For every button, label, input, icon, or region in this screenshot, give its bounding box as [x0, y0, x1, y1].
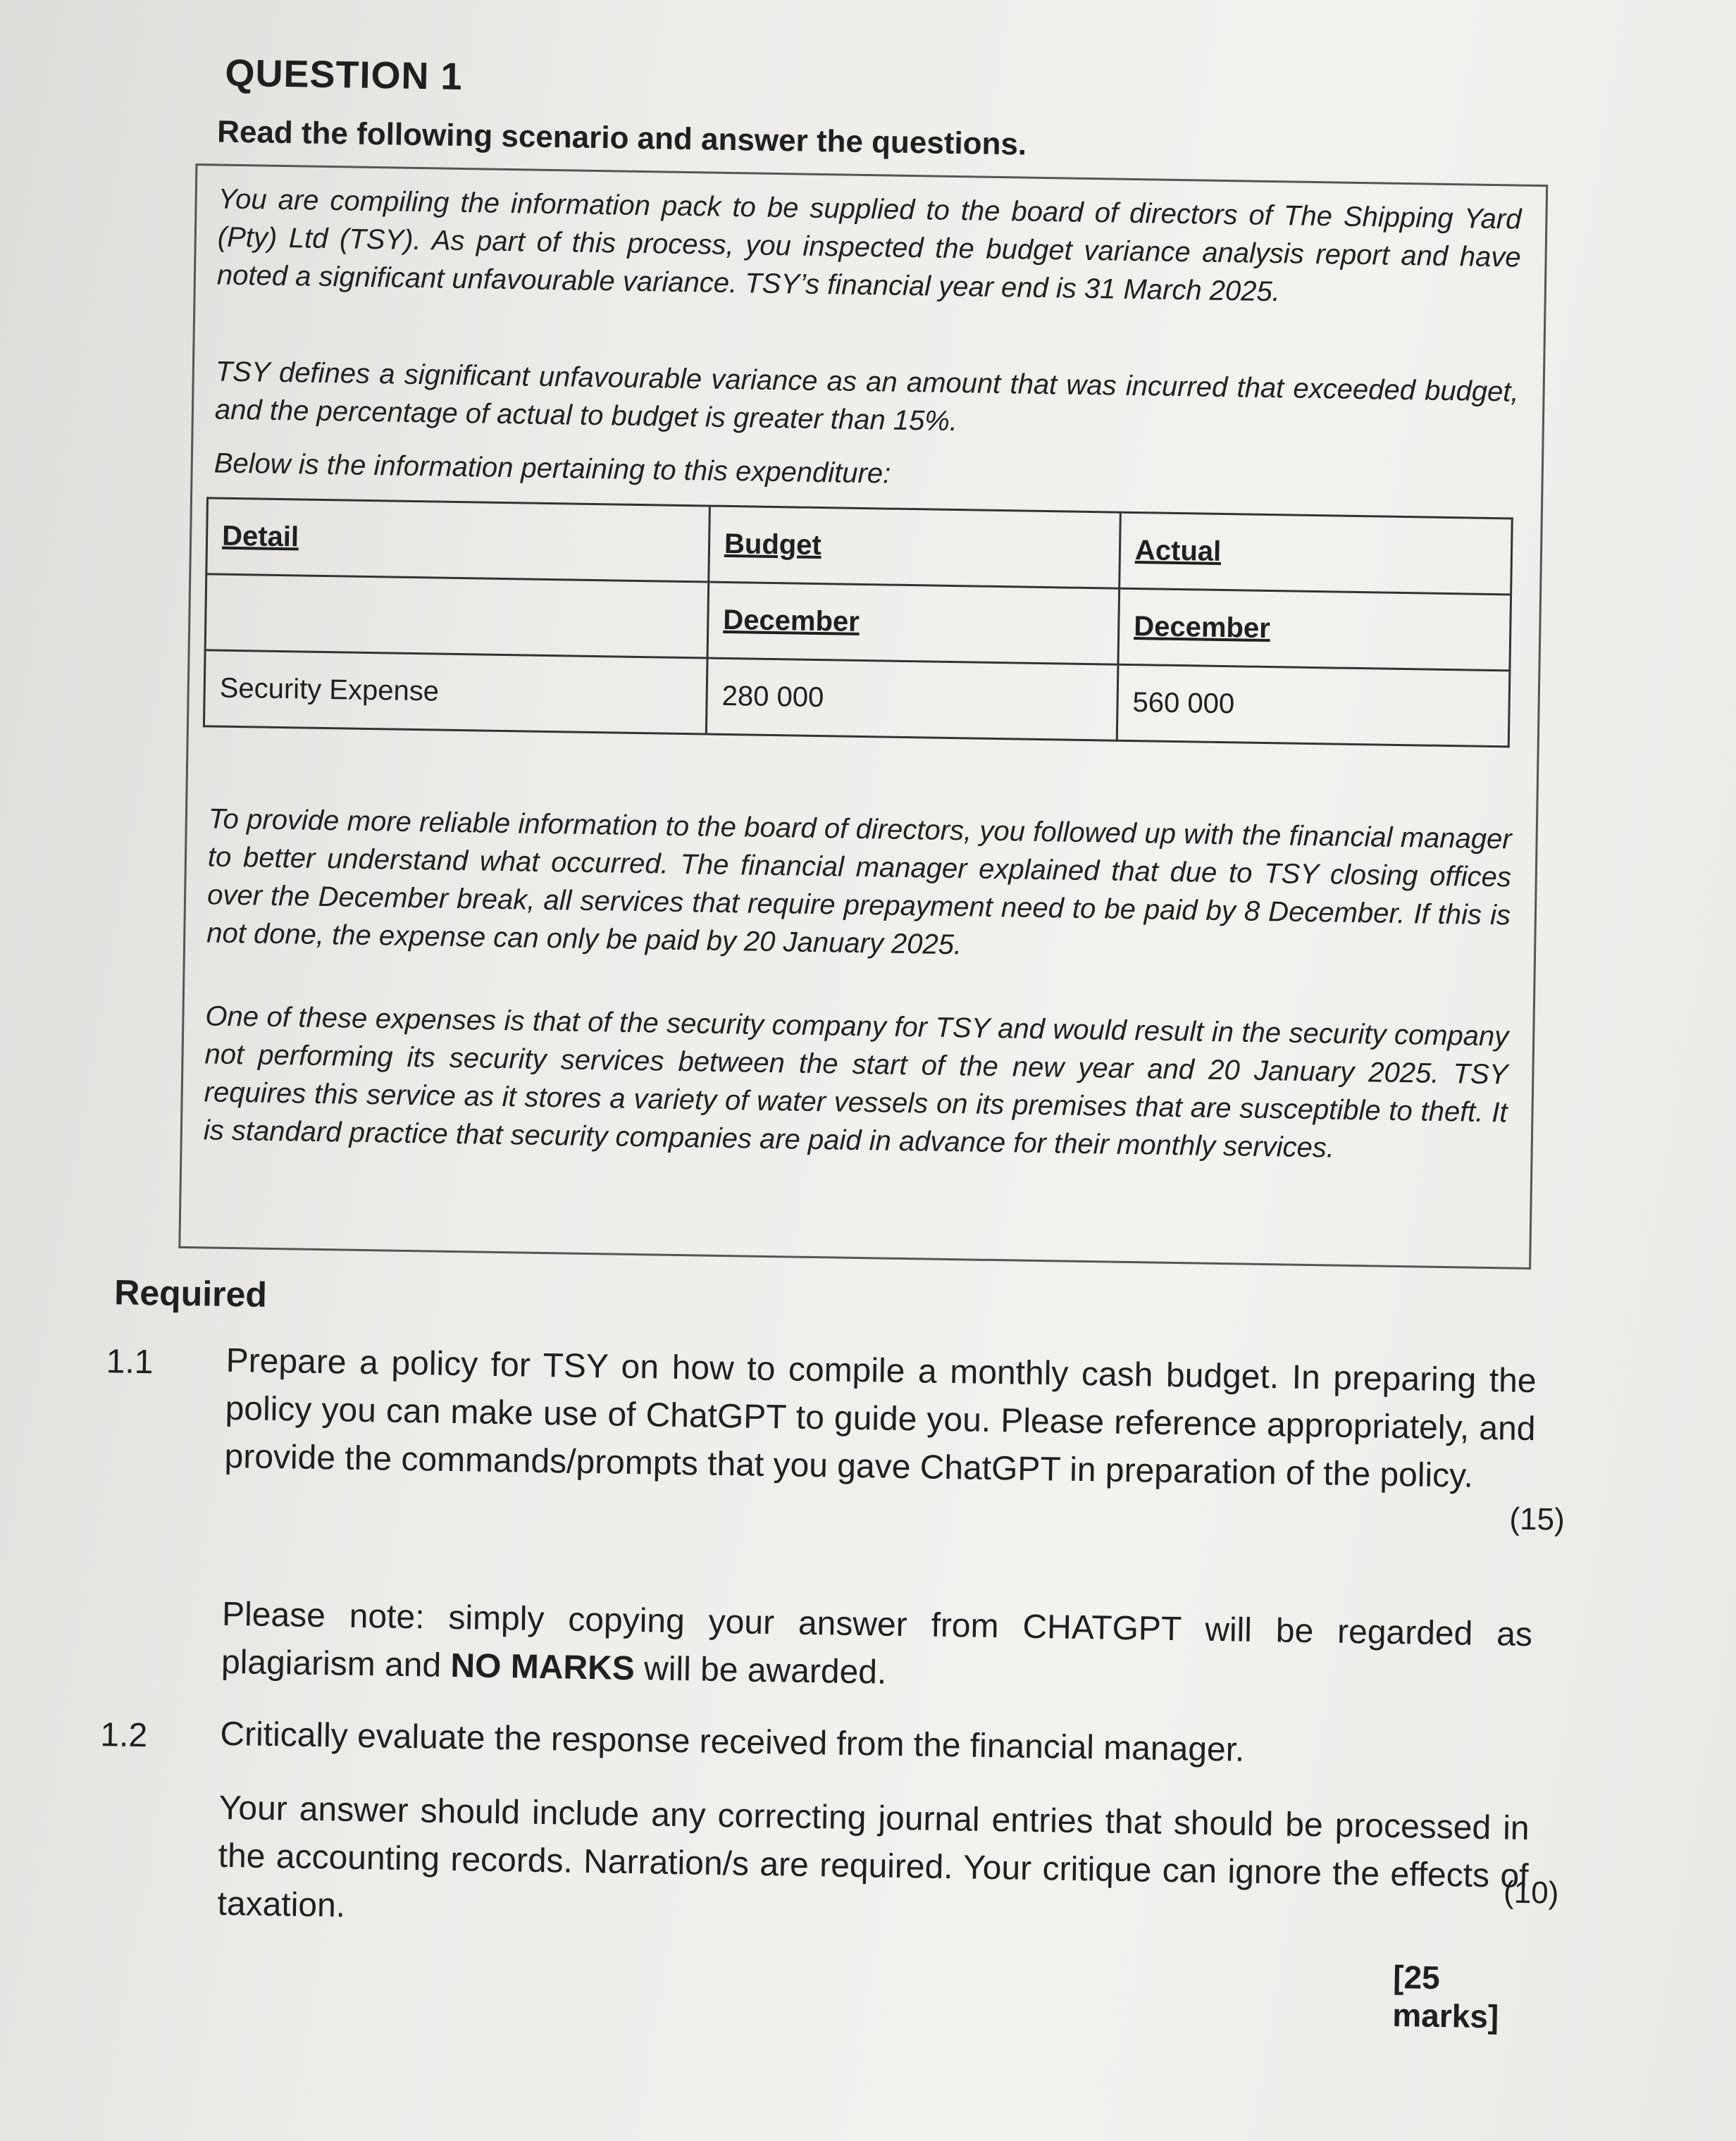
header-actual: Actual	[1120, 512, 1513, 595]
row-detail: Security Expense	[204, 650, 707, 734]
note-no-marks: NO MARKS	[450, 1646, 636, 1688]
note-text: Please note: simply copying your answer from CHATGPT will be regarded as plagiarism and	[221, 1595, 1533, 1684]
scenario-paragraph-5: One of these expenses is that of the security company for TSY and would result in the security company not performing its security services between the start of the new year and 20 January 2025. TSY requires this service as it stores a variety of water vessels on its premises that are susceptible to theft. It is standard practice that security companies are paid in advance for their monthly services.	[203, 1000, 1509, 1164]
instruction-text: Read the following scenario and answer the questions.	[216, 114, 1027, 162]
scenario-paragraph-4: To provide more reliable information to the board of directors, you followed up with the financial manager to better understand what occurred. The financial manager explained that due to TSY closing offices over the December break, all services that require prepayment need to be paid by 8 December. If this is not done, the expense can only be paid by 20 January 2025.	[206, 803, 1512, 961]
expenditure-table	[203, 497, 1513, 747]
question-title: QUESTION 1	[225, 51, 463, 98]
header-budget: Budget	[709, 506, 1121, 588]
total-marks: [25 marks]	[1391, 1959, 1499, 2035]
note-suffix: will be awarded.	[634, 1650, 887, 1692]
scenario-box	[178, 163, 1548, 1270]
question-1-1-text: Prepare a policy for TSY on how to compile a monthly cash budget. In preparing the policy you can make use of ChatGPT to guide you. Please reference appropriately, and provide the commands/prompts that you gave ChatGPT in preparation of the policy.	[224, 1341, 1537, 1495]
question-1-2-text: Critically evaluate the response received from the financial manager.	[220, 1715, 1245, 1769]
scenario-paragraph-2: TSY defines a significant unfavourable variance as an amount that was incurred that exceeded budget, and the percentage of actual to budget is greater than 15%.	[214, 356, 1519, 437]
question-1-2-marks: (10)	[1503, 1875, 1559, 1911]
question-1-1-marks: (15)	[1509, 1501, 1566, 1537]
question-1-2-instructions: Your answer should include any correcting journal entries that should be processed in the accounting records. Narration/s are required. Your critique can ignore the effects of taxation.	[217, 1789, 1530, 1925]
row-actual-value: 560 000	[1117, 664, 1510, 747]
subheader-actual-month: December	[1118, 588, 1511, 671]
header-detail: Detail	[206, 498, 710, 582]
question-1-1-number: 1.1	[106, 1343, 154, 1382]
scenario-paragraph-1: You are compiling the information pack to be supplied to the board of directors of The Shipping Yard (Pty) Ltd (TSY). As part of this process, you inspected the budget variance analysis report and have noted a significant unfavourable variance. TSY’s financial year end is 31 March 2025.	[216, 183, 1522, 308]
question-1-1-note	[221, 1591, 1533, 1707]
scenario-paragraph-3: Below is the information pertaining to this expenditure:	[213, 447, 891, 490]
question-1-2-number: 1.2	[100, 1716, 148, 1755]
required-heading: Required	[113, 1272, 268, 1315]
subheader-budget-month: December	[707, 582, 1120, 664]
subheader-empty	[205, 574, 709, 658]
row-budget-value: 280 000	[706, 658, 1118, 740]
page-content	[100, 49, 1585, 2035]
